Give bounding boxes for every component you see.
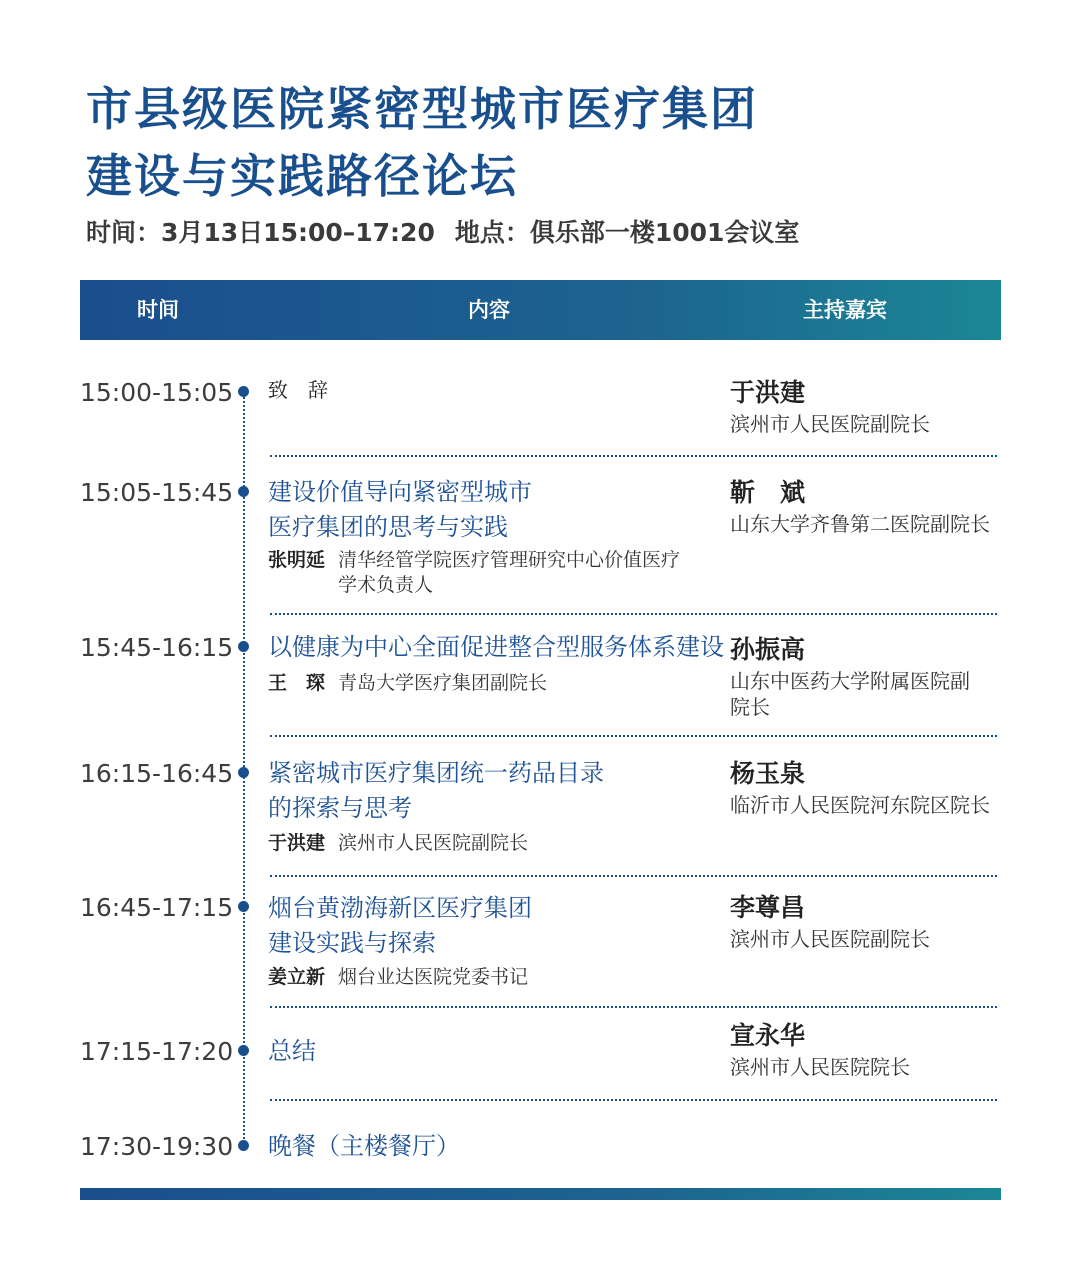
time-slot: 15:45-16:15 — [80, 633, 234, 662]
host-name: 杨玉泉 — [730, 759, 806, 788]
host-title: 临沂市人民医院河东院区院长 — [730, 793, 990, 817]
row-divider — [270, 613, 997, 615]
session-topic: 致 辞 — [268, 378, 328, 402]
event-time: 时间：3月13日15:00–17:20 — [86, 218, 435, 247]
speaker-role: 清华经管学院医疗管理研究中心价值医疗学术负责人 — [338, 549, 681, 596]
session-host — [730, 1021, 1002, 1080]
session-host — [730, 759, 1002, 818]
row-divider — [270, 1099, 997, 1101]
session-host — [730, 893, 1002, 952]
session-host — [730, 378, 1002, 437]
timeline-dot — [238, 641, 249, 652]
host-name: 靳 斌 — [730, 478, 806, 507]
session-topic: 的探索与思考 — [268, 794, 412, 822]
session-topic: 紧密城市医疗集团统一药品目录 — [268, 759, 604, 787]
time-slot: 15:05-15:45 — [80, 478, 234, 507]
row-divider — [270, 1006, 997, 1008]
time-slot: 17:30-19:30 — [80, 1132, 234, 1161]
timeline-dot — [238, 1140, 249, 1151]
header-host: 主持嘉宾 — [803, 298, 887, 322]
session-topic: 建设实践与探索 — [268, 929, 436, 957]
time-slot: 16:15-16:45 — [80, 759, 234, 788]
timeline-dot — [238, 486, 249, 497]
header-content: 内容 — [468, 298, 510, 322]
event-info — [86, 220, 799, 245]
timeline-dot — [238, 901, 249, 912]
session-topic: 以健康为中心全面促进整合型服务体系建设 — [268, 633, 724, 661]
speaker-name: 张明延 — [268, 549, 326, 571]
session-host — [730, 478, 1002, 537]
host-title: 滨州市人民医院副院长 — [730, 927, 930, 951]
session-host — [730, 635, 970, 720]
table-header — [80, 280, 1001, 340]
session-topic: 建设价值导向紧密型城市 — [268, 478, 532, 506]
speaker-role: 烟台业达医院党委书记 — [338, 966, 529, 988]
speaker-role: 青岛大学医疗集团副院长 — [338, 672, 548, 694]
speaker-role: 滨州市人民医院副院长 — [338, 832, 529, 854]
time-slot: 15:00-15:05 — [80, 378, 234, 407]
session-topic: 晚餐（主楼餐厅） — [268, 1132, 460, 1160]
time-slot: 16:45-17:15 — [80, 893, 234, 922]
timeline-dot — [238, 1045, 249, 1056]
host-title: 山东中医药大学附属医院副院长 — [730, 669, 970, 719]
page-title-line-1: 市县级医院紧密型城市医疗集团 — [86, 82, 758, 136]
session-topic: 总结 — [268, 1037, 316, 1065]
page-title-line-2: 建设与实践路径论坛 — [86, 149, 518, 203]
speaker-name: 王 琛 — [268, 672, 326, 694]
host-name: 李尊昌 — [730, 893, 806, 922]
session-topic: 烟台黄渤海新区医疗集团 — [268, 894, 532, 922]
host-name: 宣永华 — [730, 1021, 806, 1050]
footer-bar — [80, 1188, 1001, 1200]
timeline-dot — [238, 386, 249, 397]
header-time: 时间 — [137, 298, 179, 322]
time-slot: 17:15-17:20 — [80, 1037, 234, 1066]
host-name: 孙振高 — [730, 635, 806, 664]
host-name: 于洪建 — [730, 378, 806, 407]
event-place: 地点：俱乐部一楼1001会议室 — [454, 218, 800, 247]
speaker-name: 姜立新 — [268, 966, 326, 988]
host-title: 滨州市人民医院院长 — [730, 1055, 910, 1079]
host-title: 滨州市人民医院副院长 — [730, 412, 930, 436]
row-divider — [270, 875, 997, 877]
row-divider — [270, 735, 997, 737]
session-topic: 医疗集团的思考与实践 — [268, 513, 508, 541]
speaker-name: 于洪建 — [268, 832, 326, 854]
row-divider — [270, 455, 997, 457]
timeline-dot — [238, 767, 249, 778]
host-title: 山东大学齐鲁第二医院副院长 — [730, 512, 990, 536]
